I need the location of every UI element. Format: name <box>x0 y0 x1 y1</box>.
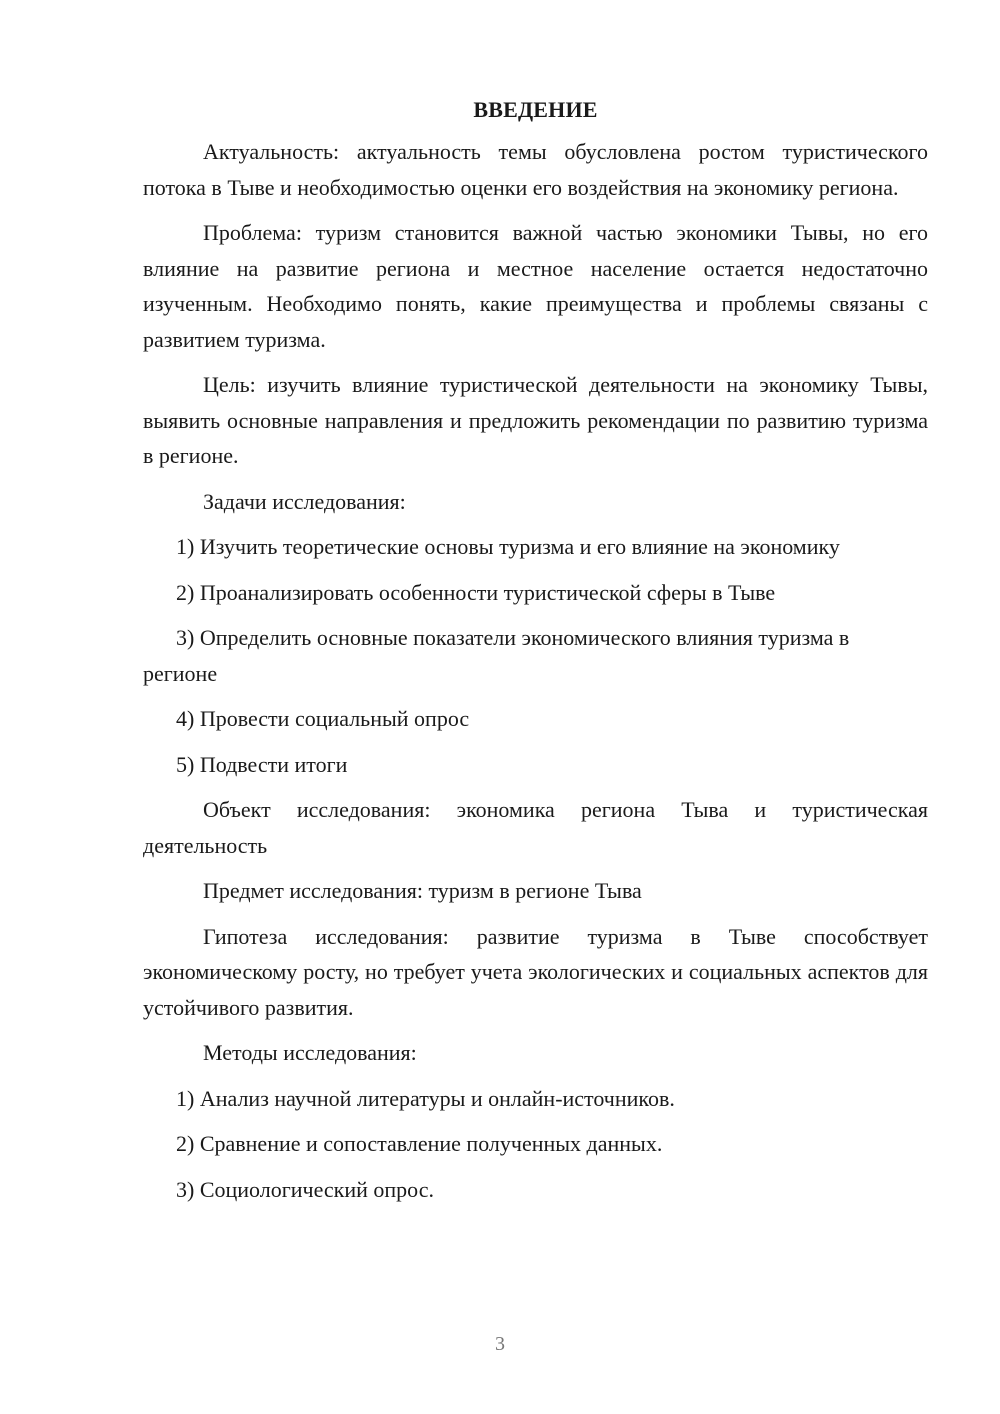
tasks-heading: Задачи исследования: <box>203 488 406 514</box>
task-item: 5) Подвести итоги <box>176 751 348 777</box>
object-paragraph: Объект исследования: экономика региона Тыва и туристическая деятельность <box>143 797 928 858</box>
method-item: 1) Анализ научной литературы и онлайн-источников. <box>176 1085 675 1111</box>
goal-paragraph: Цель: изучить влияние туристической деятельности на экономику Тывы, выявить основные направления и предложить рекомендации по развитию туризма в регионе. <box>143 372 928 468</box>
task-item: 1) Изучить теоретические основы туризма и его влияние на экономику <box>176 534 840 559</box>
document-page <box>143 92 928 1217</box>
task-item: 4) Провести социальный опрос <box>176 706 470 731</box>
task-item: 2) Проанализировать особенности туристической сферы в Тыве <box>176 579 776 605</box>
hypothesis-paragraph: Гипотеза исследования: развитие туризма в Тыве способствует экономическому росту, но требует учета экологических и социальных аспектов для устойчивого развития. <box>143 923 928 1020</box>
method-item: 2) Сравнение и сопоставление полученных данных. <box>176 1131 663 1156</box>
method-item: 3) Социологический опрос. <box>176 1176 434 1202</box>
problem-paragraph: Проблема: туризм становится важной частью экономики Тывы, но его влияние на развитие региона и местное население остается недостаточно изученным. Необходимо понять, какие преимущества и проблемы связаны с развитием туризма. <box>143 220 928 352</box>
methods-heading: Методы исследования: <box>203 1040 417 1065</box>
relevance-paragraph: Актуальность: актуальность темы обусловлена ростом туристического потока в Тыве и необходимостью оценки его воздействия на экономику региона. <box>143 139 928 200</box>
section-title: ВВЕДЕНИЕ <box>473 97 598 122</box>
task-item: 3) Определить основные показатели экономического влияния туризма в регионе <box>143 625 850 686</box>
subject-paragraph: Предмет исследования: туризм в регионе Тыва <box>203 878 642 903</box>
page-number: 3 <box>495 1333 505 1355</box>
